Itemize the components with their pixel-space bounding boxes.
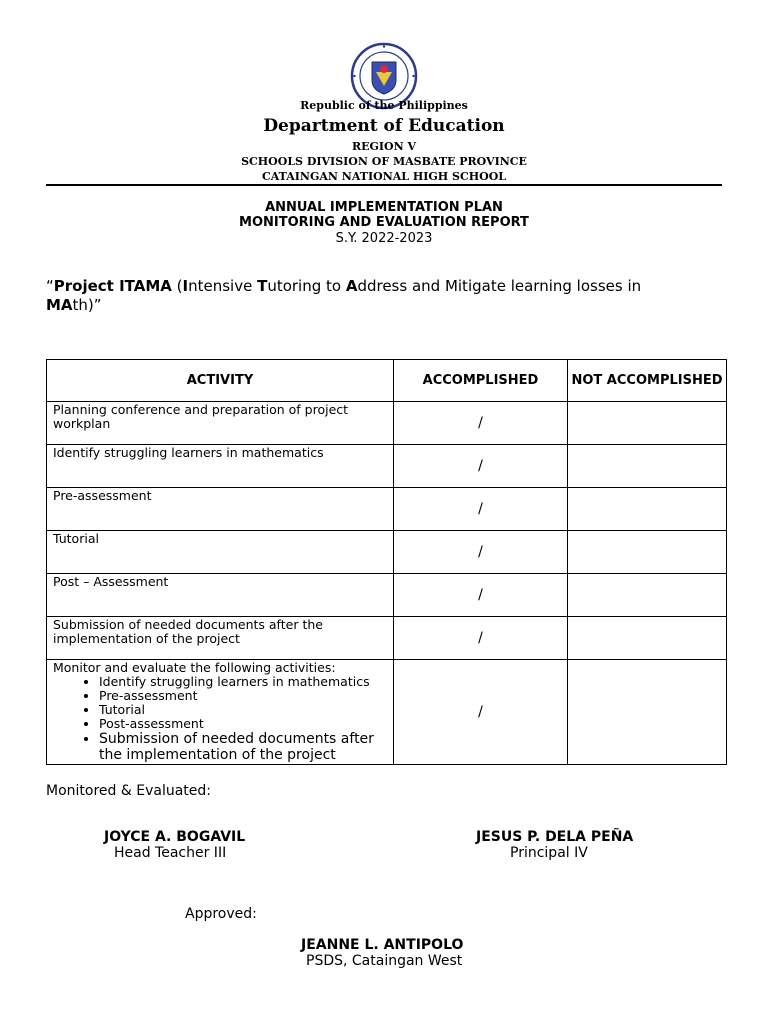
table-row — [47, 531, 727, 574]
signatory-name-3: JEANNE L. ANTIPOLO — [301, 937, 464, 953]
header-region: REGION V — [351, 140, 417, 153]
header-divider — [46, 184, 722, 186]
not-accomplished-cell — [568, 445, 727, 488]
activity-table — [46, 359, 727, 765]
accomplished-cell: / — [394, 531, 568, 574]
table-row — [47, 574, 727, 617]
table-row — [47, 617, 727, 660]
table-row — [47, 660, 727, 765]
accomplished-cell: / — [394, 402, 568, 445]
approved-label: Approved: — [185, 906, 257, 922]
activity-cell: Tutorial — [47, 531, 394, 574]
accomplished-cell: / — [394, 617, 568, 660]
activity-intro: Monitor and evaluate the following activities: — [53, 660, 336, 675]
accomplished-cell: / — [394, 574, 568, 617]
accomplished-cell: / — [394, 445, 568, 488]
school-year: S.Y. 2022-2023 — [335, 231, 433, 246]
activity-bullet-list — [53, 675, 387, 763]
header-division: SCHOOLS DIVISION OF MASBATE PROVINCE — [241, 155, 527, 168]
column-header-activity: ACTIVITY — [47, 360, 394, 402]
not-accomplished-cell — [568, 402, 727, 445]
not-accomplished-cell — [568, 660, 727, 765]
activity-cell: Pre-assessment — [47, 488, 394, 531]
activity-cell: Identify struggling learners in mathematics — [47, 445, 394, 488]
not-accomplished-cell — [568, 574, 727, 617]
table-header-row — [47, 360, 727, 402]
table-row — [47, 488, 727, 531]
not-accomplished-cell — [568, 488, 727, 531]
header-school: CATAINGAN NATIONAL HIGH SCHOOL — [261, 170, 507, 183]
header-republic: Republic of the Philippines — [300, 99, 468, 112]
signatory-title-1: Head Teacher III — [114, 845, 227, 861]
header-department: Department of Education — [263, 116, 505, 136]
column-header-not-accomplished: NOT ACCOMPLISHED — [568, 360, 727, 402]
list-item: • Submission of needed documents after the implementation of the project — [99, 731, 387, 763]
activity-cell — [47, 660, 394, 765]
activity-cell: Planning conference and preparation of project workplan — [47, 402, 394, 445]
column-header-accomplished: ACCOMPLISHED — [394, 360, 568, 402]
activity-cell: Submission of needed documents after the implementation of the project — [47, 617, 394, 660]
monitored-label: Monitored & Evaluated: — [46, 783, 211, 799]
activity-cell: Post – Assessment — [47, 574, 394, 617]
list-item: • Tutorial — [99, 703, 387, 717]
signatory-title-2: Principal IV — [510, 845, 588, 861]
list-item: • Post-assessment — [99, 717, 387, 731]
not-accomplished-cell — [568, 617, 727, 660]
list-item: • Identify struggling learners in mathematics — [99, 675, 387, 689]
signatory-name-2: JESUS P. DELA PEÑA — [476, 829, 634, 845]
accomplished-cell: / — [394, 488, 568, 531]
signatory-name-1: JOYCE A. BOGAVIL — [104, 829, 246, 845]
report-title-line1: ANNUAL IMPLEMENTATION PLAN — [265, 200, 503, 215]
not-accomplished-cell — [568, 531, 727, 574]
table-row — [47, 445, 727, 488]
table-row — [47, 402, 727, 445]
accomplished-cell: / — [394, 660, 568, 765]
project-title: “Project ITAMA (Intensive Tutoring to Address and Mitigate learning losses in MAth)” — [46, 277, 642, 314]
list-item: • Pre-assessment — [99, 689, 387, 703]
report-title-line2: MONITORING AND EVALUATION REPORT — [239, 215, 529, 230]
signatory-title-3: PSDS, Cataingan West — [306, 953, 463, 969]
